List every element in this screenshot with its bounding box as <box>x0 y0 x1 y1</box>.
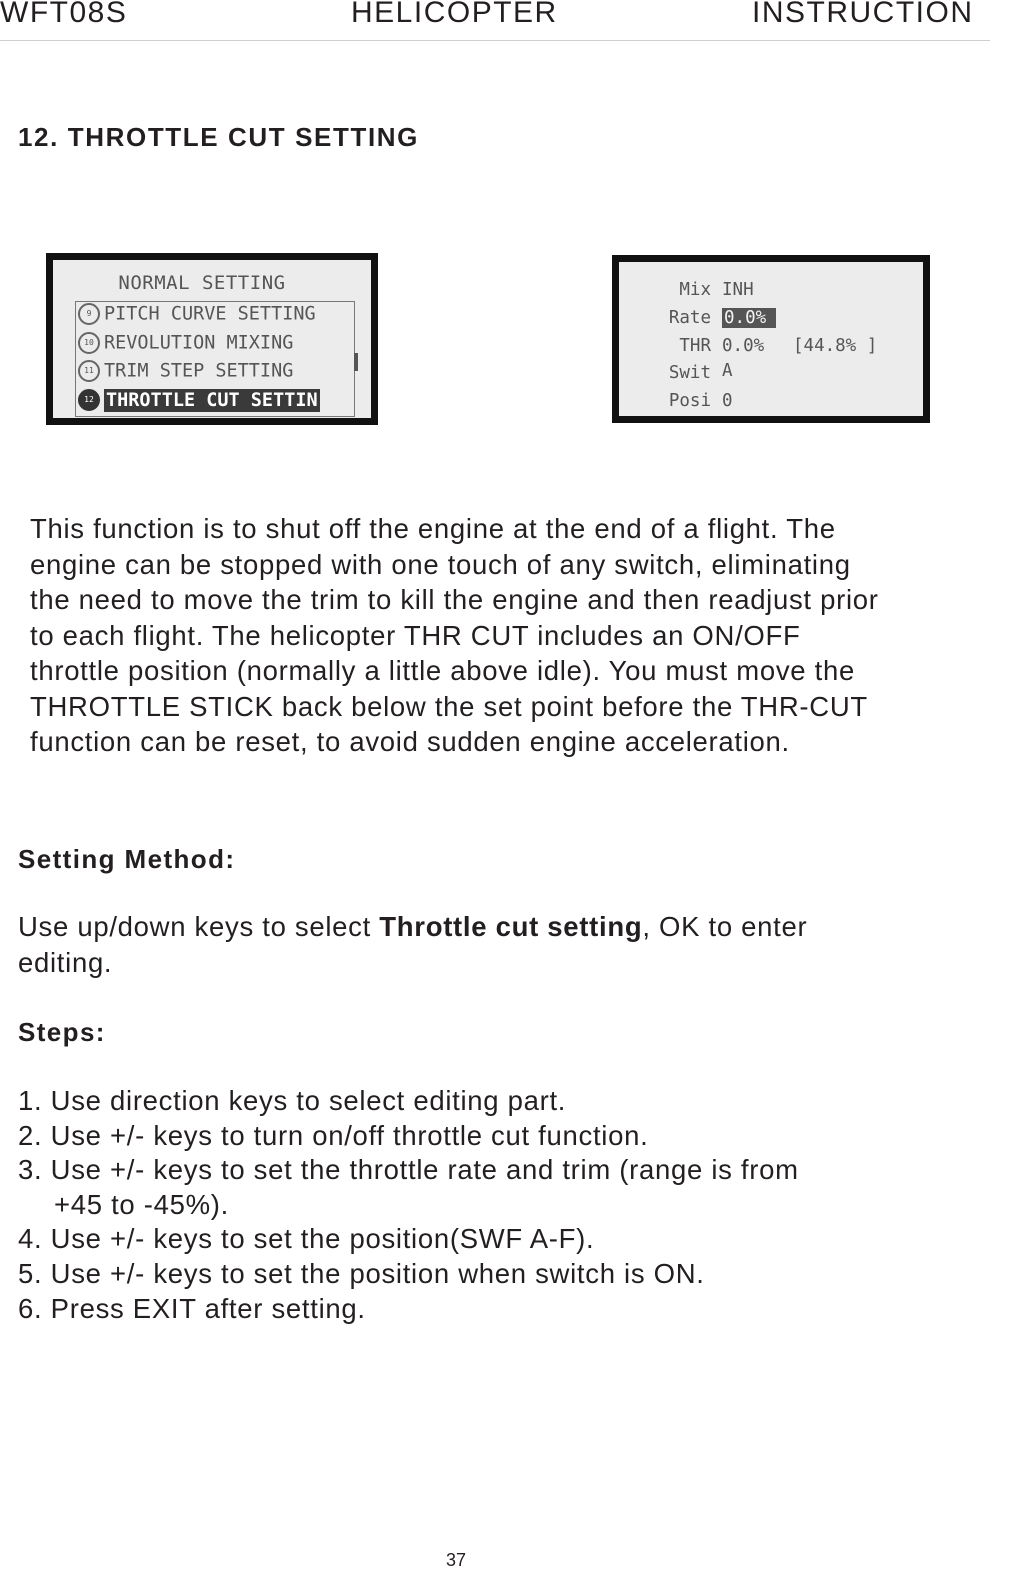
lcd-menu-item-selected <box>76 389 355 415</box>
menu-item-label: TRIM STEP SETTING <box>104 360 294 382</box>
lcd-menu-display <box>53 260 371 418</box>
setting-value-thr: 0.0% <box>722 336 765 356</box>
setting-key-switch: Swit <box>668 363 711 383</box>
setting-key-position: Posi <box>668 391 711 411</box>
menu-number-badge: 12 <box>78 389 100 411</box>
setting-method-text-end: , OK to enter <box>642 911 808 942</box>
setting-value-position: 0 <box>722 391 733 411</box>
setting-method-text: Use up/down keys to select <box>18 911 380 942</box>
header-doc-type: INSTRUCTION <box>752 0 974 29</box>
page-number: 37 <box>446 1550 467 1570</box>
step-item: 5. Use +/- keys to set the position when switch is ON. <box>18 1257 705 1289</box>
setting-thr-position: [44.8% ] <box>793 336 878 356</box>
lcd-scrollbar <box>354 301 359 415</box>
description-line: function can be reset, to avoid sudden engine acceleration. <box>30 726 790 757</box>
lcd-menu-item <box>76 303 355 329</box>
steps-list <box>18 1084 799 1326</box>
setting-value-rate: 0.0% <box>722 308 776 328</box>
lcd-menu-title: NORMAL SETTING <box>118 272 286 294</box>
step-item: 2. Use +/- keys to turn on/off throttle cut function. <box>18 1119 649 1151</box>
setting-value-switch: A <box>722 361 733 381</box>
lcd-menu-list <box>75 301 355 417</box>
description-line: to each flight. The helicopter THR CUT includes an ON/OFF <box>30 619 801 651</box>
description-line: engine can be stopped with one touch of any switch, eliminating <box>30 548 851 580</box>
lcd-settings-display <box>619 262 923 416</box>
setting-method-bold: Throttle cut setting <box>379 911 643 942</box>
description-paragraph <box>30 511 1010 760</box>
menu-item-label: REVOLUTION MIXING <box>104 332 294 354</box>
setting-method-line <box>18 911 807 943</box>
lcd-scroll-thumb <box>354 353 358 371</box>
step-item-continuation: +45 to -45%). <box>54 1188 229 1220</box>
header-divider <box>0 40 990 41</box>
step-item: 3. Use +/- keys to set the throttle rate and trim (range is from <box>18 1154 799 1186</box>
lcd-menu-item <box>76 332 355 358</box>
description-line: the need to move the trim to kill the engine and then readjust prior <box>30 584 879 615</box>
header-model: WFT08S <box>0 0 128 29</box>
setting-value-mix: INH <box>722 280 754 300</box>
step-item: 1. Use direction keys to select editing part. <box>18 1085 567 1116</box>
header-category: HELICOPTER <box>351 0 558 29</box>
description-line: throttle position (normally a little above idle). You must move the <box>30 655 855 686</box>
setting-method-heading: Setting Method: <box>18 844 236 874</box>
menu-number-badge: 11 <box>78 360 100 382</box>
setting-key-mix: Mix <box>679 280 711 300</box>
menu-item-label: PITCH CURVE SETTING <box>104 303 316 325</box>
lcd-settings-screen <box>612 255 930 423</box>
description-line: THROTTLE STICK back below the set point before the THR-CUT <box>30 690 868 722</box>
menu-number-badge: 10 <box>78 332 100 354</box>
steps-heading: Steps: <box>18 1017 106 1047</box>
setting-key-rate: Rate <box>668 308 711 328</box>
setting-key-thr: THR <box>679 336 711 356</box>
menu-number-badge: 9 <box>78 303 100 325</box>
setting-method-line-2: editing. <box>18 947 113 978</box>
step-item: 6. Press EXIT after setting. <box>18 1292 366 1324</box>
description-line: This function is to shut off the engine at the end of a flight. The <box>30 513 836 544</box>
lcd-menu-screen <box>46 253 378 425</box>
menu-item-label: THROTTLE CUT SETTIN <box>106 389 318 411</box>
step-item: 4. Use +/- keys to set the position(SWF A-F). <box>18 1223 595 1255</box>
section-title: 12. THROTTLE CUT SETTING <box>18 122 419 152</box>
lcd-menu-item <box>76 360 355 386</box>
